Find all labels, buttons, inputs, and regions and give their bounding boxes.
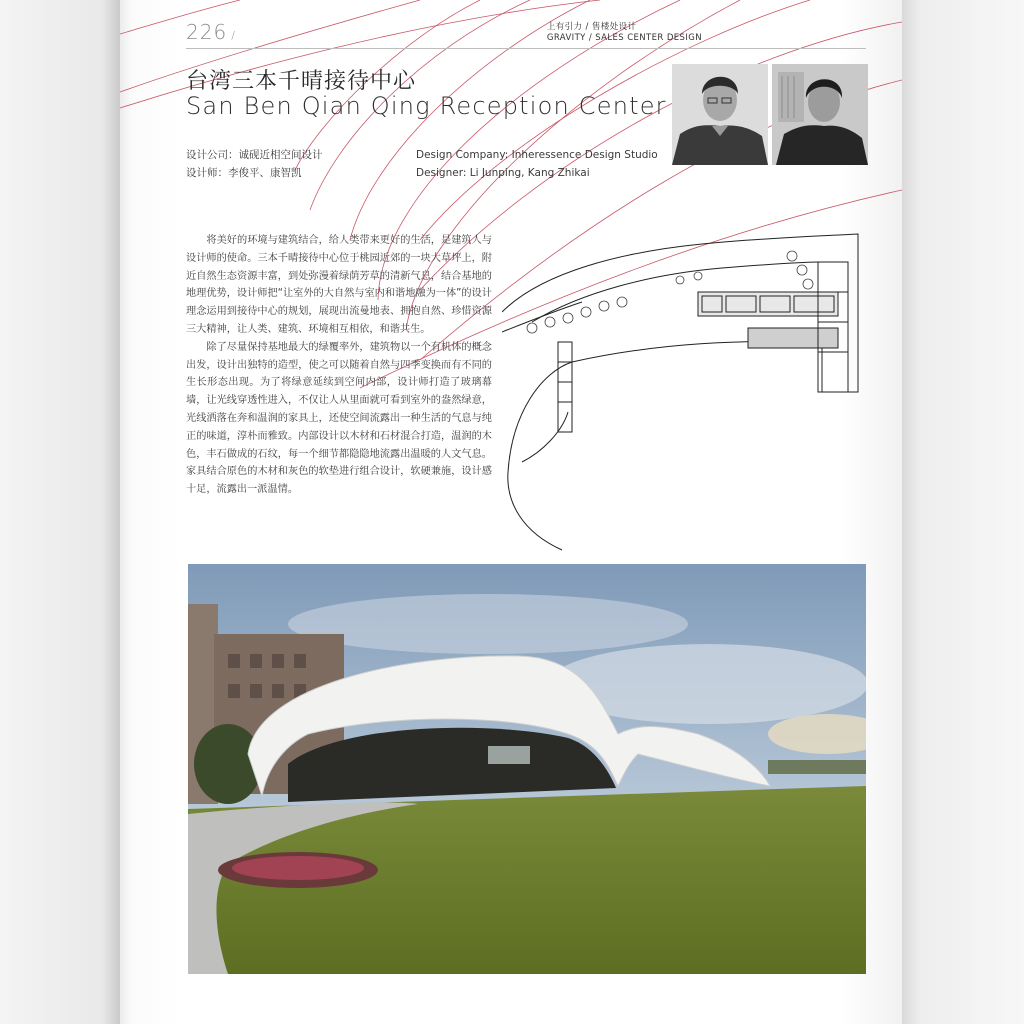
building-photo [188,564,866,974]
designer-portrait-2 [772,64,868,165]
header-rule [186,48,866,49]
project-title-en: San Ben Qian Qing Reception Center [186,92,667,120]
designer-cn: 设计师：李俊平、康智凯 [186,167,302,179]
magazine-page [120,0,902,1024]
site-plan-drawing [502,232,862,552]
scan-edge-left [0,0,120,1024]
article-body [186,232,492,499]
credits-cn [186,146,323,182]
section-title-cn: 上有引力 / 售楼处设计 [546,22,637,32]
credits-en [416,146,658,182]
project-title-cn: 台湾三本千晴接待中心 [186,69,417,94]
section-header [547,22,702,44]
designer-en: Designer: Li Junping, Kang Zhikai [416,167,590,179]
design-company-en: Design Company: Inheressence Design Studio [416,149,658,161]
design-company-cn: 设计公司：诚砚近相空间设计 [186,149,323,161]
paragraph: 除了尽量保持基地最大的绿覆率外，建筑物以一个有机体的概念出发，设计出独特的造型，使之可以随着自然与四季变换而有不同的生长形态出现。为了将绿意延续到空间内部，设计师打造了玻璃幕墙，让光线穿透性进入，不仅让人从里面就可看到室外的盎然绿意，光线洒落在奔和温润的家具上，还使空间流露出一种生活的气息与纯正的味道，淳朴而雅致。内部设计以木材和石材混合打造，温润的木色，丰石做成的石纹，每一个细节都隐隐地流露出温暖的人文气息。家具结合原色的木材和灰色的软垫进行组合设计，软硬兼施，设计感十足，流露出一派温情。 [186,341,492,496]
paragraph: 将美好的环境与建筑结合，给人类带来更好的生活，是建筑人与设计师的使命。三本千晴接待中心位于桃园近郊的一块大草坪上，附近自然生态资源丰富，到处弥漫着绿荫芳草的清新气息，结合基地的地理优势，设计师把“让室外的大自然与室内和谐地融为一体”的设计理念运用到接待中心的规划，展现出流曼地表、拥抱自然、珍惜资源三大精神，让人类、建筑、环境相互相依，和谐共生。 [186,235,492,335]
page-number: 226 / [186,20,236,44]
scan-edge-right [902,0,1024,1024]
designer-portrait-1 [672,64,768,165]
section-title-en: GRAVITY / SALES CENTER DESIGN [546,33,702,43]
